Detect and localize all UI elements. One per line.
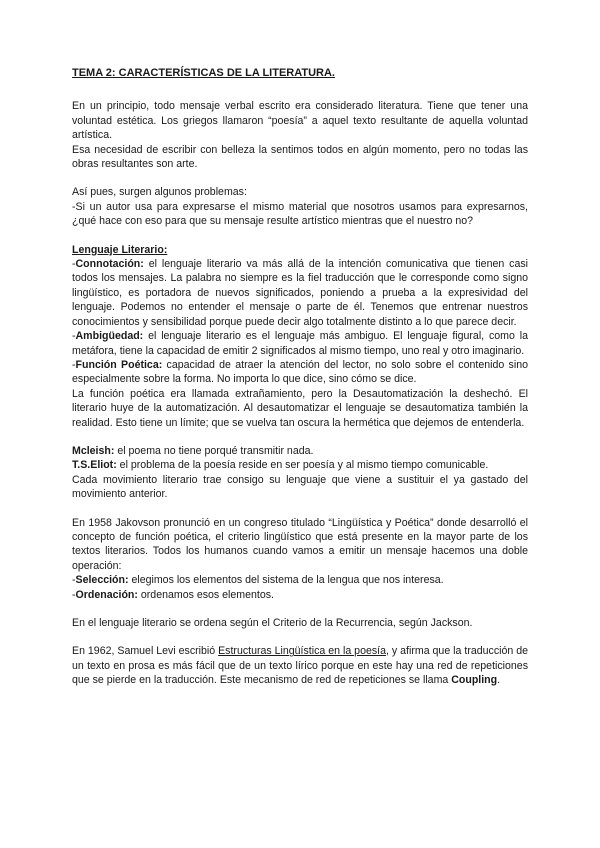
ordenacion-item: -Ordenación: ordenamos esos elementos. bbox=[72, 588, 274, 601]
lenguaje-heading bbox=[72, 243, 528, 257]
mcleish-text: el poema no tiene porqué transmitir nada. bbox=[114, 444, 314, 457]
ordenacion-text: ordenamos esos elementos. bbox=[137, 588, 274, 601]
jakobson-paragraph: En 1958 Jakovson pronunció en un congreso titulado “Lingüística y Poética” donde desarrolló el concepto de función poética, el criterio lingüístico que está presente en la mayor parte de los textos literarios. Todos los humanos cuando vamos a emitir un mensaje hacemos una doble operación: bbox=[72, 516, 528, 572]
seleccion-item: -Selección: elegimos los elementos del sistema de la lengua que nos interesa. bbox=[72, 574, 444, 587]
ambiguedad-text: el lenguaje literario es el lenguaje más ambiguo. El lenguaje figural, como la metáfora, tiene la capacidad de emitir 2 significados al mismo tiempo, uno real y otro imaginario. bbox=[72, 330, 528, 357]
ambiguedad-paragraph: -Ambigüedad: el lenguaje literario es el lenguaje más ambiguo. El lenguaje figural, como la metáfora, tiene la capacidad de emitir 2 significados al mismo tiempo, uno real y otro imaginario. bbox=[72, 330, 528, 357]
levin-end: . bbox=[497, 674, 501, 687]
eliot-quote bbox=[72, 458, 528, 472]
levin-pre: En 1962, Samuel Levi escribió bbox=[72, 645, 219, 658]
problems-question: -Si un autor usa para expresarse el mismo material que nosotros usamos para expresarnos, ¿qué hace con eso para que su mensaje resulte artístico mientras que el nuestro no? bbox=[72, 200, 528, 228]
intro-paragraph-2: Esa necesidad de escribir con belleza la sentimos todos en algún momento, pero no todas las obras resultantes son arte. bbox=[72, 143, 528, 171]
funcion-label: Función Poética: bbox=[75, 358, 163, 371]
ordenacion-label: Ordenación: bbox=[75, 588, 138, 601]
connotacion-paragraph: -Connotación: el lenguaje literario va más allá de la intención comunicativa que tienen casi todos los mensajes. La palabra no siempre es la fiel traducción que le corresponde como signo lingüístico, es portadora de nuevos significados, poniendo a prueba a la expresividad del lenguaje. Podemos no entender el mensaje o parte de él. Tenemos que entrenar nuestros conocimientos y sensibilidad porque puede decir algo totalmente distinto a lo que parece decir. bbox=[72, 258, 528, 328]
recurrencia-paragraph: En el lenguaje literario se ordena según el Criterio de la Recurrencia, según Jackson. bbox=[72, 617, 473, 629]
coupling-term: Coupling bbox=[451, 674, 498, 687]
funcion-text: capacidad de atraer la atención del lector, no solo sobre el contenido sino especialmente sobre la forma. No importa lo que dice, sino cómo se dice. bbox=[72, 358, 528, 386]
page-title: TEMA 2: CARACTERÍSTICAS DE LA LITERATURA. bbox=[72, 67, 335, 79]
connotacion-label: Connotación: bbox=[75, 258, 144, 271]
section-heading: Lenguaje Literario: bbox=[72, 243, 168, 256]
intro-paragraph-1: En un principio, todo mensaje verbal escrito era considerado literatura. Tiene que tener una voluntad estética. Los griegos llamaron “poesía” a aquel texto resultante de aquella voluntad artística. bbox=[72, 100, 528, 142]
levin-post: , y afirma que la traducción de un texto en prosa es más fácil que de un texto lírico porque en este hay una red de repeticiones que se pierde en la traducción. Este mecanismo de red de repeticiones se llama bbox=[72, 645, 528, 687]
ambiguedad-label: Ambigüedad: bbox=[75, 330, 144, 343]
funcion-paragraph: -Función Poética: capacidad de atraer la atención del lector, no solo sobre el contenido sino especialmente sobre la forma. No importa lo que dice, sino cómo se dice. bbox=[72, 358, 528, 386]
seleccion-text: elegimos los elementos del sistema de la lengua que nos interesa. bbox=[128, 574, 444, 587]
problems-intro: Así pues, surgen algunos problemas: bbox=[72, 186, 247, 199]
eliot-label: T.S.Eliot: bbox=[72, 459, 117, 472]
seleccion-label: Selección: bbox=[75, 574, 129, 587]
mcleish-quote bbox=[72, 444, 528, 458]
levin-paragraph bbox=[72, 644, 528, 687]
eliot-text: el problema de la poesía reside en ser poesía y al mismo tiempo comunicable. bbox=[116, 459, 489, 472]
document-page bbox=[72, 66, 528, 688]
mcleish-label: Mcleish: bbox=[72, 444, 115, 457]
movimiento-paragraph: Cada movimiento literario trae consigo su lenguaje que viene a sustituir el ya gastado del movimiento anterior. bbox=[72, 473, 528, 501]
connotacion-text: el lenguaje literario va más allá de la intención comunicativa que tienen casi todos los mensajes. La palabra no siempre es la fiel traducción que le corresponde como signo lingüístico, es portadora de nuevos significados, poniendo a prueba a la expresividad del lenguaje. Podemos no entender el mensaje o parte de él. Tenemos que entrenar nuestros conocimientos y sensibilidad porque puede decir algo totalmente distinto a lo que parece decir. bbox=[72, 258, 528, 328]
funcion-paragraph-2: La función poética era llamada extrañamiento, pero la Desautomatización la deshechó. El literario huye de la automatización. Al desautomatizar el lenguaje se desautomatiza también la realidad. Esto tiene un límite; que se vuelva tan oscura la hermética que dejemos de entenderla. bbox=[72, 387, 528, 429]
book-title: Estructuras Lingüística en la poesía bbox=[218, 645, 386, 658]
